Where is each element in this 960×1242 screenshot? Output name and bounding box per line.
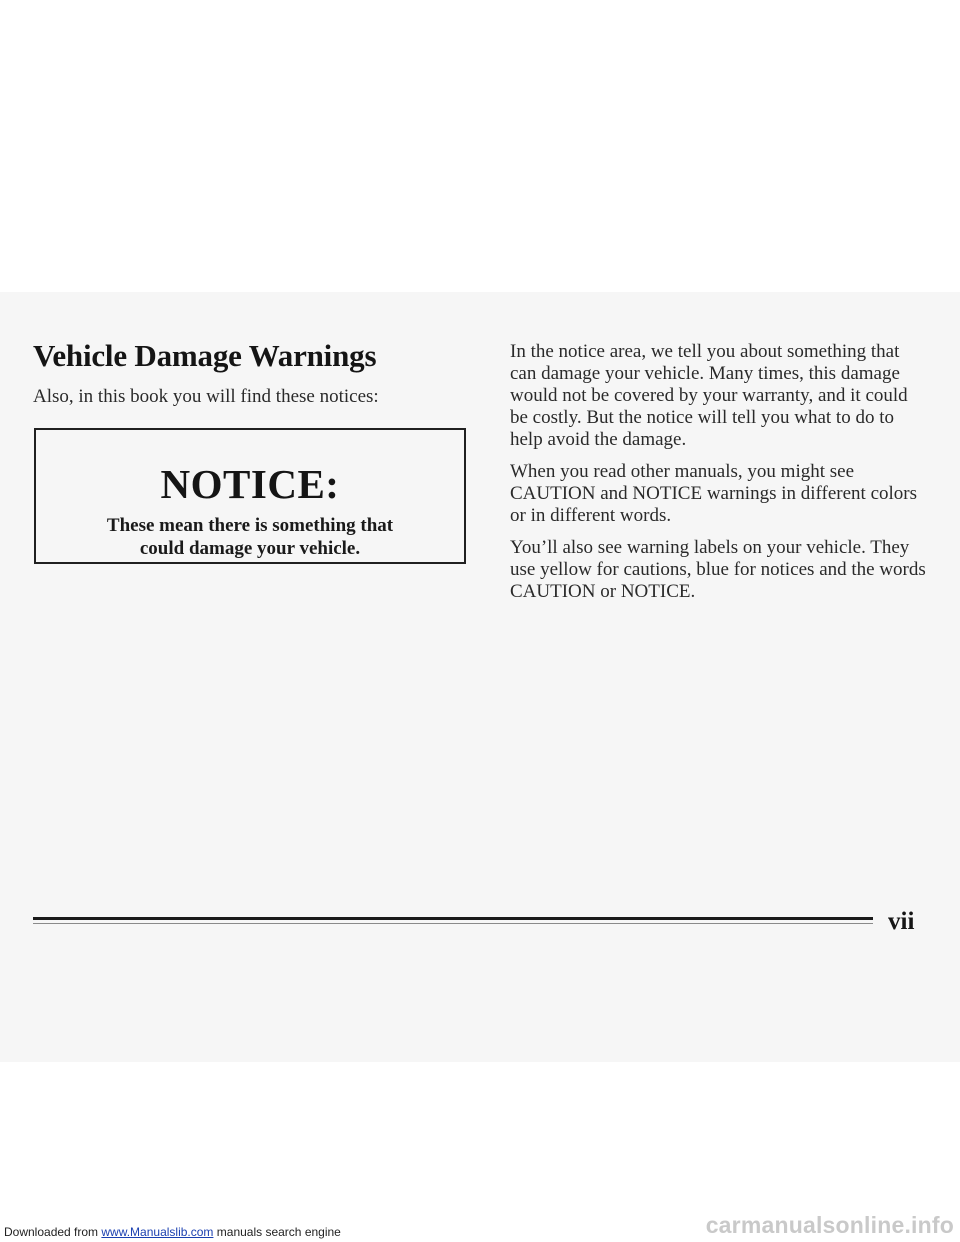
right-column bbox=[510, 341, 930, 613]
watermark-logo: carmanualsonline.info bbox=[705, 1212, 954, 1238]
download-footer bbox=[4, 1225, 341, 1239]
notice-line-1: These mean there is something that bbox=[106, 515, 394, 536]
notice-box bbox=[34, 428, 466, 564]
footer-suffix: manuals search engine bbox=[213, 1225, 341, 1239]
paragraph-warning-labels: You’ll also see warning labels on your vehicle. They use yellow for cautions, blue for notices and the words CAUTION or NOTICE. bbox=[510, 537, 926, 602]
notice-body bbox=[36, 515, 464, 561]
manualslib-link[interactable]: www.Manualslib.com bbox=[101, 1225, 214, 1239]
paragraph-notice-area: In the notice area, we tell you about something that can damage your vehicle. Many times, this damage would not be covered by your warranty, and it could be costly. But the notice will tell you what to do to help avoid the damage. bbox=[510, 341, 908, 450]
footer-prefix: Downloaded from bbox=[4, 1225, 102, 1239]
notice-line-2: could damage your vehicle. bbox=[139, 537, 361, 559]
notice-title: NOTICE: bbox=[160, 461, 340, 507]
intro-text: Also, in this book you will find these notices: bbox=[33, 386, 379, 407]
paragraph-other-manuals: When you read other manuals, you might see CAUTION and NOTICE warnings in different colors or in different words. bbox=[510, 461, 918, 526]
section-heading: Vehicle Damage Warnings bbox=[33, 338, 377, 373]
page-number: vii bbox=[888, 908, 915, 935]
footer-rule-thin bbox=[33, 923, 873, 924]
footer-rule-thick bbox=[33, 917, 873, 920]
